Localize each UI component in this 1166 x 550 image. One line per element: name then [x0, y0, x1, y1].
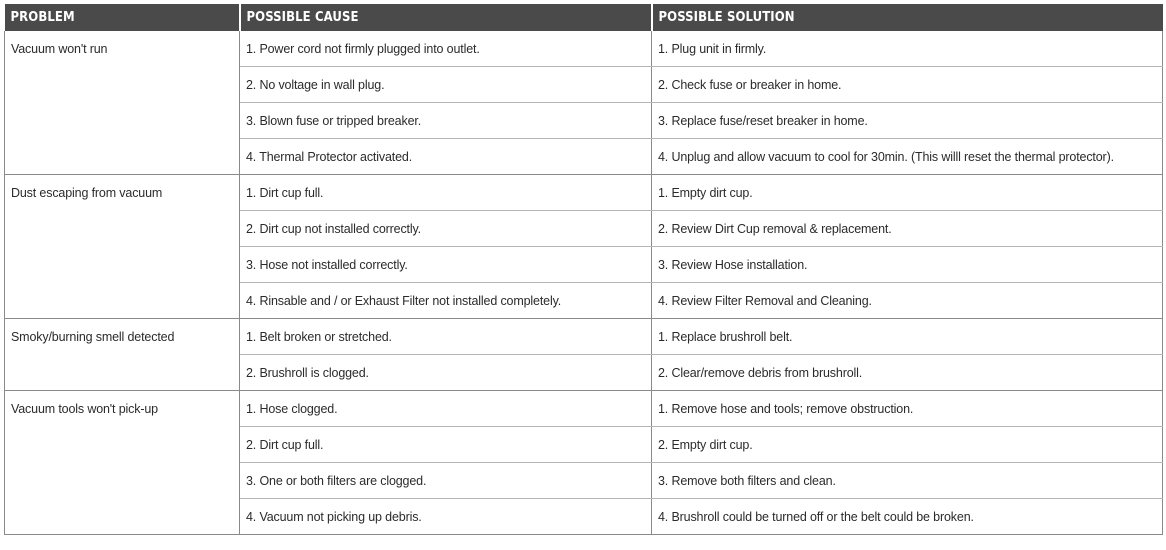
- solution-cell: 1. Empty dirt cup.: [652, 175, 1163, 211]
- solution-cell: 1. Remove hose and tools; remove obstruction.: [652, 391, 1163, 427]
- table-row: [5, 31, 1163, 67]
- cause-cell: 4. Vacuum not picking up debris.: [240, 499, 652, 535]
- header-row: [5, 4, 1163, 31]
- cause-cell: 1. Dirt cup full.: [240, 175, 652, 211]
- solution-cell: 2. Clear/remove debris from brushroll.: [652, 355, 1163, 391]
- cause-cell: 3. Blown fuse or tripped breaker.: [240, 103, 652, 139]
- cause-cell: 3. Hose not installed correctly.: [240, 247, 652, 283]
- header-possible-solution: POSSIBLE SOLUTION: [652, 4, 1163, 31]
- table-row: [5, 319, 1163, 355]
- solution-cell: 4. Review Filter Removal and Cleaning.: [652, 283, 1163, 319]
- cause-cell: 4. Rinsable and / or Exhaust Filter not installed completely.: [240, 283, 652, 319]
- troubleshooting-table: [4, 4, 1163, 535]
- cause-cell: 2. Dirt cup not installed correctly.: [240, 211, 652, 247]
- solution-cell: 2. Review Dirt Cup removal & replacement.: [652, 211, 1163, 247]
- solution-cell: 3. Review Hose installation.: [652, 247, 1163, 283]
- table-body: [5, 31, 1163, 535]
- header-problem: PROBLEM: [5, 4, 240, 31]
- cause-cell: 2. No voltage in wall plug.: [240, 67, 652, 103]
- cause-cell: 2. Dirt cup full.: [240, 427, 652, 463]
- solution-cell: 2. Check fuse or breaker in home.: [652, 67, 1163, 103]
- solution-cell: 3. Replace fuse/reset breaker in home.: [652, 103, 1163, 139]
- solution-cell: 2. Empty dirt cup.: [652, 427, 1163, 463]
- troubleshooting-table-container: [4, 4, 1162, 535]
- cause-cell: 2. Brushroll is clogged.: [240, 355, 652, 391]
- table-row: [5, 391, 1163, 427]
- solution-cell: 4. Unplug and allow vacuum to cool for 30min. (This willl reset the thermal protector).: [652, 139, 1163, 175]
- solution-cell: 1. Replace brushroll belt.: [652, 319, 1163, 355]
- cause-cell: 1. Hose clogged.: [240, 391, 652, 427]
- problem-cell: Smoky/burning smell detected: [5, 319, 240, 391]
- problem-cell: Vacuum won't run: [5, 31, 240, 175]
- solution-cell: 3. Remove both filters and clean.: [652, 463, 1163, 499]
- problem-cell: Vacuum tools won't pick-up: [5, 391, 240, 535]
- table-row: [5, 175, 1163, 211]
- problem-cell: Dust escaping from vacuum: [5, 175, 240, 319]
- solution-cell: 4. Brushroll could be turned off or the belt could be broken.: [652, 499, 1163, 535]
- header-possible-cause: POSSIBLE CAUSE: [240, 4, 652, 31]
- cause-cell: 1. Power cord not firmly plugged into outlet.: [240, 31, 652, 67]
- cause-cell: 1. Belt broken or stretched.: [240, 319, 652, 355]
- solution-cell: 1. Plug unit in firmly.: [652, 31, 1163, 67]
- cause-cell: 3. One or both filters are clogged.: [240, 463, 652, 499]
- cause-cell: 4. Thermal Protector activated.: [240, 139, 652, 175]
- table-header: [5, 4, 1163, 31]
